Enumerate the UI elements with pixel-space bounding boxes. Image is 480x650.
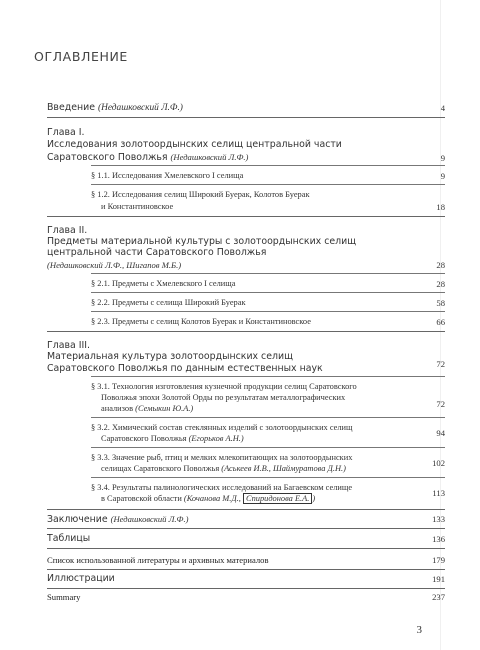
ch1-title-line1[interactable]: Исследования золотоордынских селищ центральной части <box>47 139 342 150</box>
divider <box>47 528 445 529</box>
ch1-heading: Глава I. <box>47 127 85 138</box>
s3-2-text: Саратовского Поволжья <box>101 434 187 443</box>
divider <box>47 331 445 332</box>
s3-4-author-b-highlight: Спиридонова Е.А. <box>243 493 312 504</box>
s3-4-author-a: (Кочанова М.Д., <box>183 494 243 503</box>
s2-3-page: 66 <box>436 317 445 327</box>
intro-author: (Недашковский Л.Ф.) <box>97 103 183 113</box>
toc-entry-3-4-line2[interactable] <box>101 493 315 505</box>
conclusion-author: (Недашковский Л.Ф.) <box>110 514 189 524</box>
divider <box>91 376 445 377</box>
s3-4-author-c: ) <box>312 494 316 503</box>
s3-3-text: селищах Саратовского Поволжья <box>101 464 220 473</box>
toc-entry-3-1-line2[interactable]: Поволжья эпохи Золотой Орды по результатам металлографических <box>101 393 346 402</box>
toc-entry-3-3-line1[interactable]: § 3.3. Значение рыб, птиц и мелких млекопитающих на золотоордынских <box>91 453 353 462</box>
toc-entry-2-1[interactable]: § 2.1. Предметы с Хмелевского I селища <box>91 279 236 288</box>
illustrations-page: 191 <box>432 574 445 584</box>
toc-entry-2-2[interactable]: § 2.2. Предметы с селища Широкий Буерак <box>91 298 246 307</box>
divider <box>91 447 445 448</box>
tables-page: 136 <box>432 534 445 544</box>
s2-1-page: 28 <box>436 279 445 289</box>
divider <box>47 509 445 510</box>
divider <box>91 311 445 312</box>
ch1-author: (Недашковский Л.Ф.) <box>170 152 249 162</box>
divider <box>47 548 445 549</box>
divider <box>91 184 445 185</box>
ch3-title-line2[interactable]: Саратовского Поволжья по данным естественных наук <box>47 363 323 374</box>
toc-entry-3-2-line1[interactable]: § 3.2. Химический состав стеклянных изделий с золотоордынских селищ <box>91 423 353 432</box>
s3-2-page: 94 <box>436 428 445 438</box>
toc-entry-tables[interactable]: Таблицы <box>47 533 91 544</box>
toc-entry-illustrations[interactable]: Иллюстрации <box>47 573 115 584</box>
s3-2-author: (Егорьков А.Н.) <box>188 434 244 443</box>
toc-entry-3-2-line2[interactable] <box>101 433 244 445</box>
ch1-title-line2[interactable] <box>47 151 248 164</box>
toc-entry-1-2-line2[interactable]: и Константиновское <box>101 202 174 211</box>
toc-entry-intro[interactable] <box>47 102 183 114</box>
s3-3-page: 102 <box>432 458 445 468</box>
intro-label: Введение <box>47 102 95 113</box>
toc-entry-3-1-line1[interactable]: § 3.1. Технология изготовления кузнечной продукции селищ Саратовского <box>91 382 357 391</box>
s3-1-text: анализов <box>101 404 134 413</box>
ch3-page: 72 <box>436 359 445 369</box>
s3-3-author: (Аськеев И.В., Шаймуратова Д.Н.) <box>221 464 346 473</box>
toc-entry-3-4-line1[interactable]: § 3.4. Результаты палинологических исследований на Багаевском селище <box>91 483 353 492</box>
toc-entry-3-1-line3[interactable] <box>101 403 193 415</box>
conclusion-label: Заключение <box>47 514 108 525</box>
divider <box>91 165 445 166</box>
s2-2-page: 58 <box>436 298 445 308</box>
toc-entry-summary[interactable]: Summary <box>47 592 81 602</box>
divider <box>91 477 445 478</box>
divider <box>47 216 445 217</box>
ch1-page: 9 <box>440 153 445 163</box>
ch2-title-line1[interactable]: Предметы материальной культуры с золотоордынских селищ <box>47 236 357 247</box>
toc-entry-1-2-line1[interactable]: § 1.2. Исследования селищ Широкий Буерак, Колотов Буерак <box>91 190 310 199</box>
toc-entry-2-3[interactable]: § 2.3. Предметы с селищ Колотов Буерак и Константиновское <box>91 317 311 326</box>
ch2-heading: Глава II. <box>47 225 88 236</box>
intro-page: 4 <box>440 103 445 113</box>
s1-2-page: 18 <box>436 202 445 212</box>
divider <box>91 292 445 293</box>
ch3-title-line1[interactable]: Материальная культура золотоордынских селищ <box>47 351 293 362</box>
ch2-author: (Недашковский Л.Ф., Шигапов М.Б.) <box>47 260 182 270</box>
divider <box>47 117 445 118</box>
ch1-title-text: Саратовского Поволжья <box>47 152 168 163</box>
divider <box>47 588 445 589</box>
toc-entry-3-3-line2[interactable] <box>101 463 346 475</box>
literature-page: 179 <box>432 555 445 565</box>
page-number: 3 <box>416 624 422 636</box>
toc-entry-conclusion[interactable] <box>47 513 188 526</box>
divider <box>91 273 445 274</box>
s3-4-page: 113 <box>432 488 445 498</box>
s1-1-page: 9 <box>440 171 445 181</box>
toc-entry-literature[interactable]: Список использованной литературы и архивных материалов <box>47 555 269 565</box>
conclusion-page: 133 <box>432 514 445 524</box>
ch2-title-line2[interactable]: центральной части Саратовского Поволжья <box>47 247 267 258</box>
s3-1-page: 72 <box>436 399 445 409</box>
divider <box>91 417 445 418</box>
s3-1-author: (Семыкин Ю.А.) <box>135 404 194 413</box>
s3-4-text: в Саратовской области <box>101 494 182 503</box>
ch2-page: 28 <box>436 260 445 270</box>
divider <box>47 569 445 570</box>
summary-page: 237 <box>432 592 445 602</box>
ch3-heading: Глава III. <box>47 340 90 351</box>
toc-title: ОГЛАВЛЕНИЕ <box>34 49 128 64</box>
toc-entry-1-1[interactable]: § 1.1. Исследования Хмелевского I селища <box>91 171 244 180</box>
